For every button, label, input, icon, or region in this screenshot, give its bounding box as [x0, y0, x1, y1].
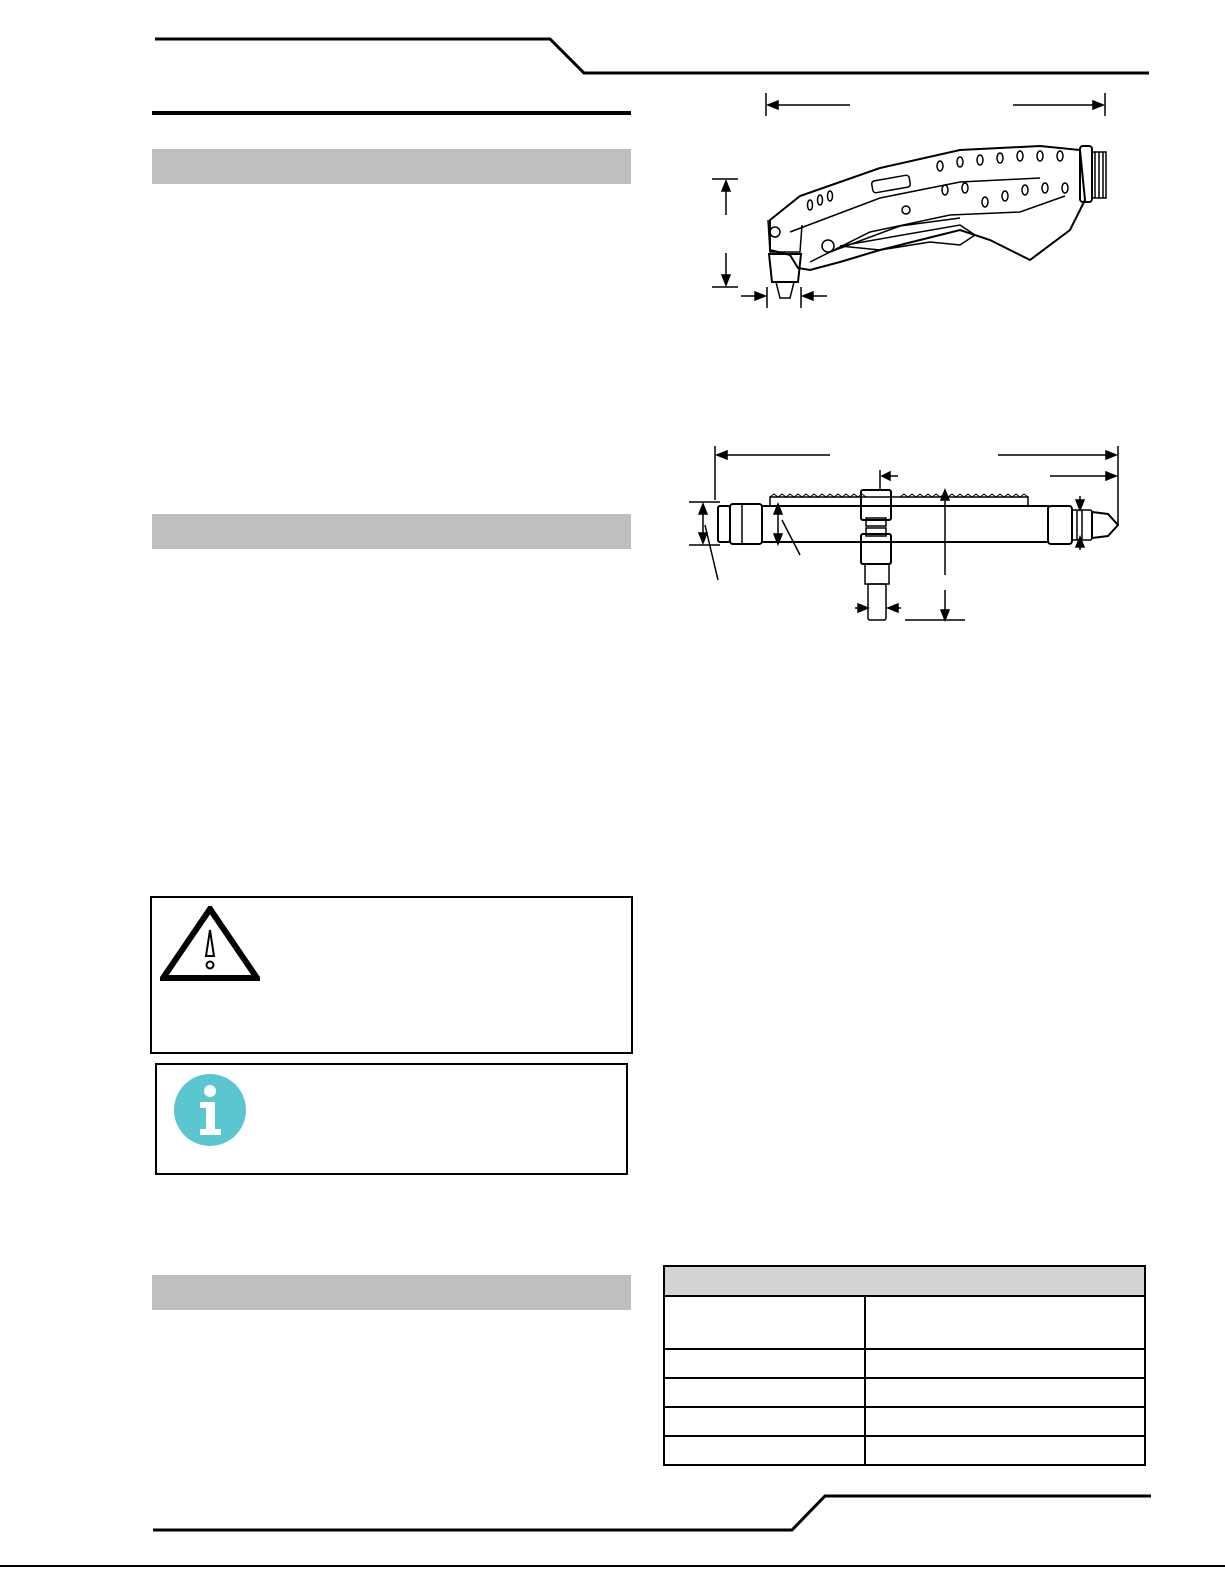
- section-bar-2: [152, 514, 631, 549]
- table-row: [664, 1436, 1145, 1465]
- table-cell: [664, 1378, 865, 1407]
- section-bar-1: [152, 149, 631, 184]
- table-cell: [865, 1296, 1145, 1349]
- table-row: [664, 1378, 1145, 1407]
- header-rule: [0, 0, 1225, 80]
- machine-torch-figure: [685, 440, 1135, 635]
- spec-table: [663, 1265, 1146, 1466]
- table-cell: [664, 1436, 865, 1465]
- table-cell: [865, 1349, 1145, 1378]
- note-box: [155, 1063, 628, 1175]
- table-row: [664, 1349, 1145, 1378]
- title-rule: [152, 111, 631, 115]
- section-bar-3: [152, 1275, 631, 1310]
- warning-box: [150, 896, 633, 1054]
- table-cell: [865, 1378, 1145, 1407]
- page-bottom-edge: [0, 1565, 1225, 1567]
- hand-torch-figure: [690, 85, 1150, 325]
- table-cell: [664, 1296, 865, 1349]
- footer-rule: [0, 1490, 1225, 1540]
- table-row: [664, 1296, 1145, 1349]
- spec-table-header: [664, 1266, 1145, 1296]
- table-cell: [664, 1349, 865, 1378]
- table-cell: [865, 1436, 1145, 1465]
- table-cell: [865, 1407, 1145, 1436]
- table-cell: [664, 1407, 865, 1436]
- warning-triangle-icon: [160, 906, 260, 981]
- info-circle-icon: [173, 1073, 247, 1147]
- table-row: [664, 1407, 1145, 1436]
